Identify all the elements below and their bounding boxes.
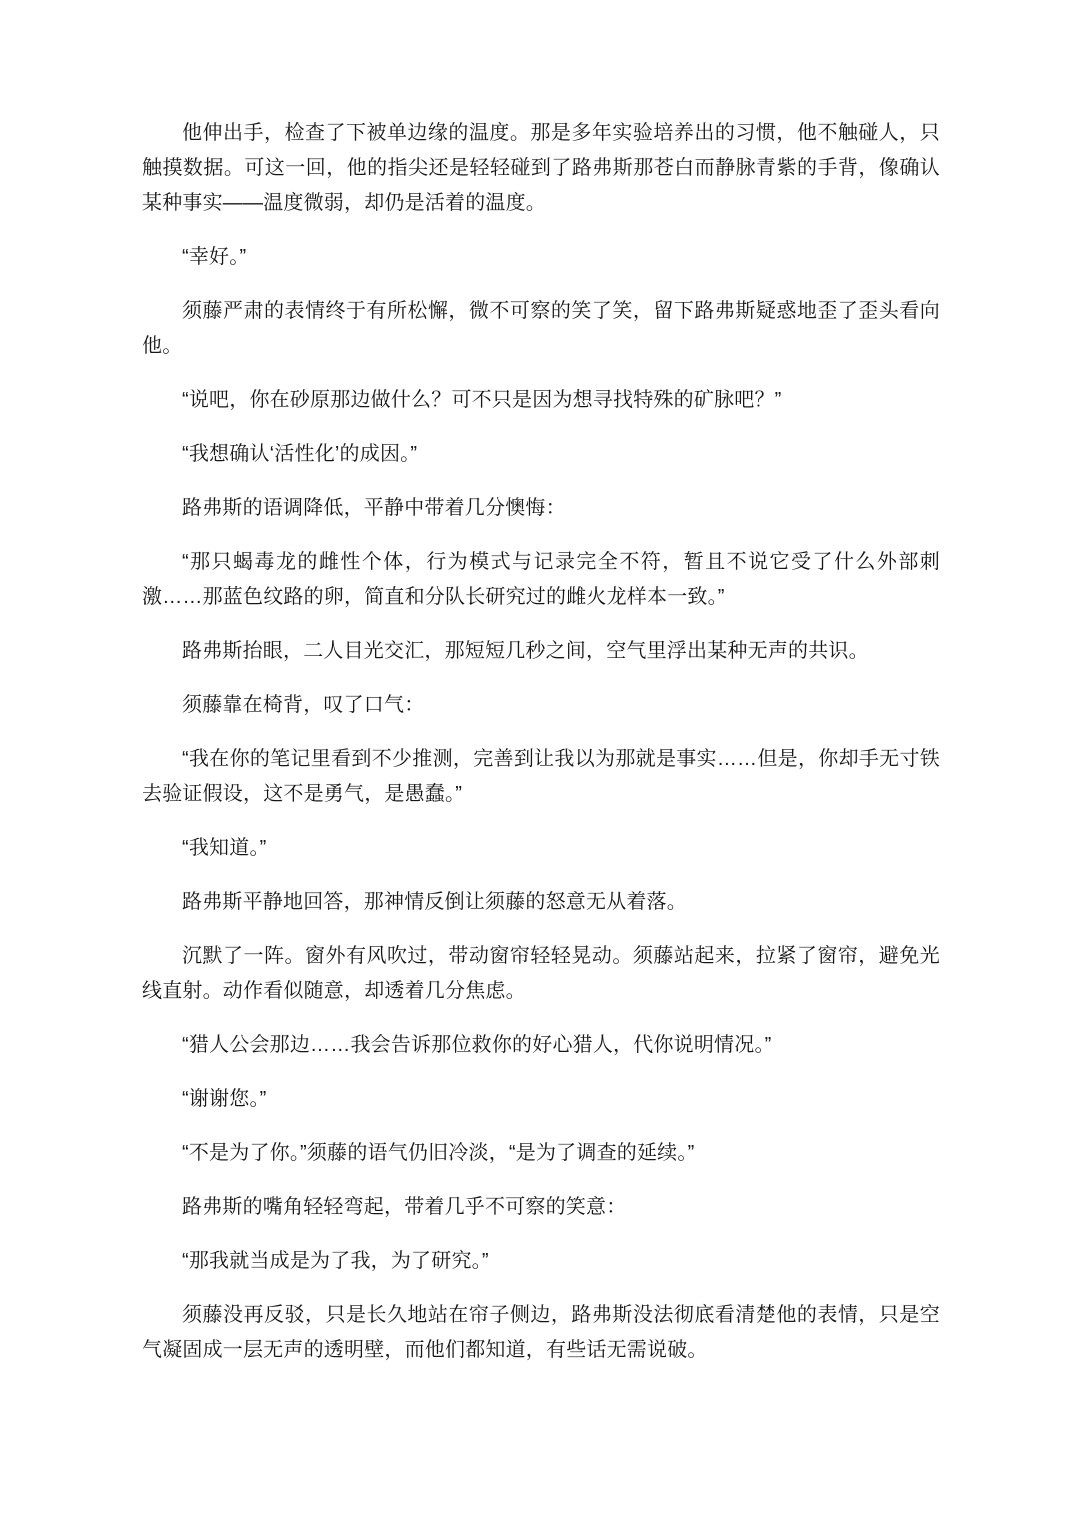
paragraph: “那只蝎毒龙的雌性个体，行为模式与记录完全不符，暂且不说它受了什么外部刺激……那蓝色纹路的卵，简直和分队长研究过的雌火龙样本一致。” bbox=[142, 551, 940, 608]
paragraph: 须藤没再反驳，只是长久地站在帘子侧边，路弗斯没法彻底看清楚他的表情，只是空气凝固成一层无声的透明壁，而他们都知道，有些话无需说破。 bbox=[142, 1304, 940, 1361]
paragraph: “谢谢您。” bbox=[182, 1088, 267, 1110]
paragraph: “我知道。” bbox=[182, 837, 267, 859]
paragraph: 路弗斯抬眼，二人目光交汇，那短短几秒之间，空气里浮出某种无声的共识。 bbox=[182, 640, 869, 662]
paragraph: 路弗斯的嘴角轻轻弯起，带着几乎不可察的笑意： bbox=[182, 1196, 627, 1218]
paragraph: “那我就当成是为了我，为了研究。” bbox=[182, 1250, 489, 1272]
paragraph: 他伸出手，检查了下被单边缘的温度。那是多年实验培养出的习惯，他不触碰人，只触摸数据。可这一回，他的指尖还是轻轻碰到了路弗斯那苍白而静脉青紫的手背，像确认某种事实——温度微弱，却仍是活着的温度。 bbox=[142, 122, 940, 214]
paragraph: “我在你的笔记里看到不少推测，完善到让我以为那就是事实……但是，你却手无寸铁去验证假设，这不是勇气，是愚蠢。” bbox=[142, 748, 940, 805]
paragraph: “幸好。” bbox=[182, 246, 247, 268]
paragraph: “不是为了你。”须藤的语气仍旧冷淡，“是为了调查的延续。” bbox=[182, 1142, 695, 1164]
paragraph: 路弗斯平静地回答，那神情反倒让须藤的怒意无从着落。 bbox=[182, 891, 687, 913]
paragraph: “我想确认‘活性化’的成因。” bbox=[182, 443, 418, 465]
paragraph: “说吧，你在砂原那边做什么？可不只是因为想寻找特殊的矿脉吧？” bbox=[182, 389, 782, 411]
paragraph: 沉默了一阵。窗外有风吹过，带动窗帘轻轻晃动。须藤站起来，拉紧了窗帘，避免光线直射。动作看似随意，却透着几分焦虑。 bbox=[142, 945, 940, 1002]
document-text-body bbox=[142, 116, 940, 1387]
paragraph: 路弗斯的语调降低，平静中带着几分懊悔： bbox=[182, 497, 566, 519]
paragraph: 须藤严肃的表情终于有所松懈，微不可察的笑了笑，留下路弗斯疑惑地歪了歪头看向他。 bbox=[142, 300, 940, 357]
paragraph: 须藤靠在椅背，叹了口气： bbox=[182, 694, 425, 716]
paragraph: “猎人公会那边……我会告诉那位救你的好心猎人，代你说明情况。” bbox=[182, 1034, 772, 1056]
